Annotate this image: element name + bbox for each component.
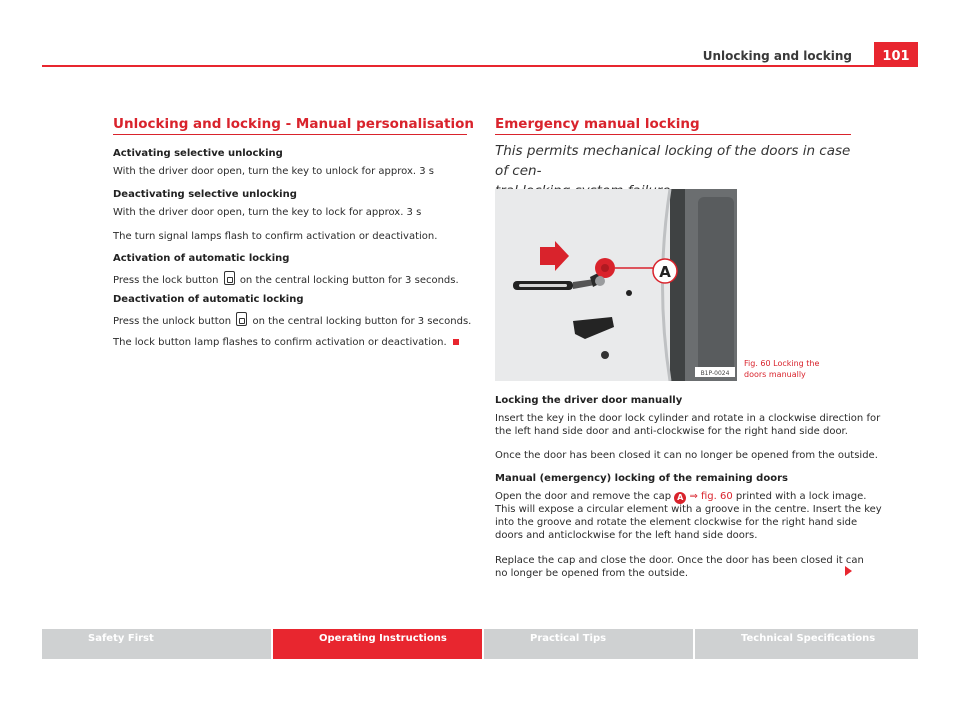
callout-a-label: A <box>659 263 671 281</box>
callout-a-badge: A <box>674 492 686 504</box>
paragraph-line: Replace the cap and close the door. Once the door has been closed it can <box>495 555 864 566</box>
continue-arrow-icon <box>845 566 852 576</box>
lock-cylinder <box>595 276 605 286</box>
unlock-button-icon <box>236 312 247 326</box>
footer-tab-safety-first[interactable]: Safety First <box>42 629 271 659</box>
text: Press the lock button <box>113 275 219 286</box>
paragraph: The lock button lamp flashes to confirm activation or deactivation. <box>113 337 447 348</box>
header-rule <box>42 65 874 67</box>
text: on the central locking button for 3 seconds. <box>252 316 472 327</box>
right-section-heading: Emergency manual locking <box>495 116 700 132</box>
subheading-locking-driver-door: Locking the driver door manually <box>495 395 683 406</box>
paragraph-line: doors and anticlockwise for the left hand side doors. <box>495 530 758 541</box>
left-section-heading: Unlocking and locking - Manual personalisation <box>113 116 475 132</box>
footer-navigation <box>42 629 918 659</box>
paragraph <box>113 271 459 286</box>
paragraph: With the driver door open, turn the key to unlock for approx. 3 s <box>113 166 434 177</box>
door-screw <box>626 290 632 296</box>
running-header-title: Unlocking and locking <box>702 49 852 63</box>
paragraph-line <box>495 491 867 504</box>
section-end-marker <box>453 339 459 345</box>
footer-tab-practical-tips[interactable]: Practical Tips <box>484 629 693 659</box>
subheading-activation-automatic-locking: Activation of automatic locking <box>113 253 290 264</box>
paragraph: Once the door has been closed it can no longer be opened from the outside. <box>495 450 878 461</box>
right-heading-rule <box>495 134 851 135</box>
paragraph: With the driver door open, turn the key to lock for approx. 3 s <box>113 207 422 218</box>
text: printed with a lock image. <box>735 491 867 502</box>
door-lock-figure <box>495 189 737 381</box>
lead-line: This permits mechanical locking of the doors in case of cen- <box>495 143 851 179</box>
subheading-manual-locking-remaining-doors: Manual (emergency) locking of the remaining doors <box>495 473 788 484</box>
figure-reference-link[interactable]: ⇒ fig. 60 <box>689 491 733 502</box>
subheading-deactivating-selective-unlocking: Deactivating selective unlocking <box>113 189 297 200</box>
figure-caption <box>744 358 844 380</box>
paragraph-line: the left hand side door and anti-clockwise for the right hand side door. <box>495 426 848 437</box>
page-number: 101 <box>874 42 918 67</box>
figure-code: B1P-0024 <box>700 370 730 377</box>
paragraph-line: Insert the key in the door lock cylinder and rotate in a clockwise direction for <box>495 413 881 424</box>
subheading-activating-selective-unlocking: Activating selective unlocking <box>113 148 283 159</box>
paragraph-line: This will expose a circular element with a groove in the centre. Insert the key <box>495 504 882 515</box>
footer-tab-operating-instructions[interactable]: Operating Instructions <box>273 629 482 659</box>
paragraph-line: no longer be opened from the outside. <box>495 568 689 579</box>
left-heading-rule <box>113 134 467 135</box>
text: on the central locking button for 3 seconds. <box>239 275 459 286</box>
paragraph <box>113 312 471 327</box>
footer-tab-technical-specifications[interactable]: Technical Specifications <box>695 629 918 659</box>
text: Open the door and remove the cap <box>495 491 672 502</box>
subheading-deactivation-automatic-locking: Deactivation of automatic locking <box>113 294 304 305</box>
lock-cap-center <box>601 264 609 272</box>
frame-inner <box>698 197 734 373</box>
door-bolt <box>601 351 609 359</box>
caption-line: Fig. 60 Locking the <box>744 359 820 368</box>
paragraph: The turn signal lamps flash to confirm activation or deactivation. <box>113 231 438 242</box>
caption-line: doors manually <box>744 370 806 379</box>
text: Press the unlock button <box>113 316 232 327</box>
paragraph-line: into the groove and rotate the element clockwise for the right hand side <box>495 517 858 528</box>
key-head-slot <box>519 284 567 287</box>
lock-button-icon <box>224 271 235 285</box>
